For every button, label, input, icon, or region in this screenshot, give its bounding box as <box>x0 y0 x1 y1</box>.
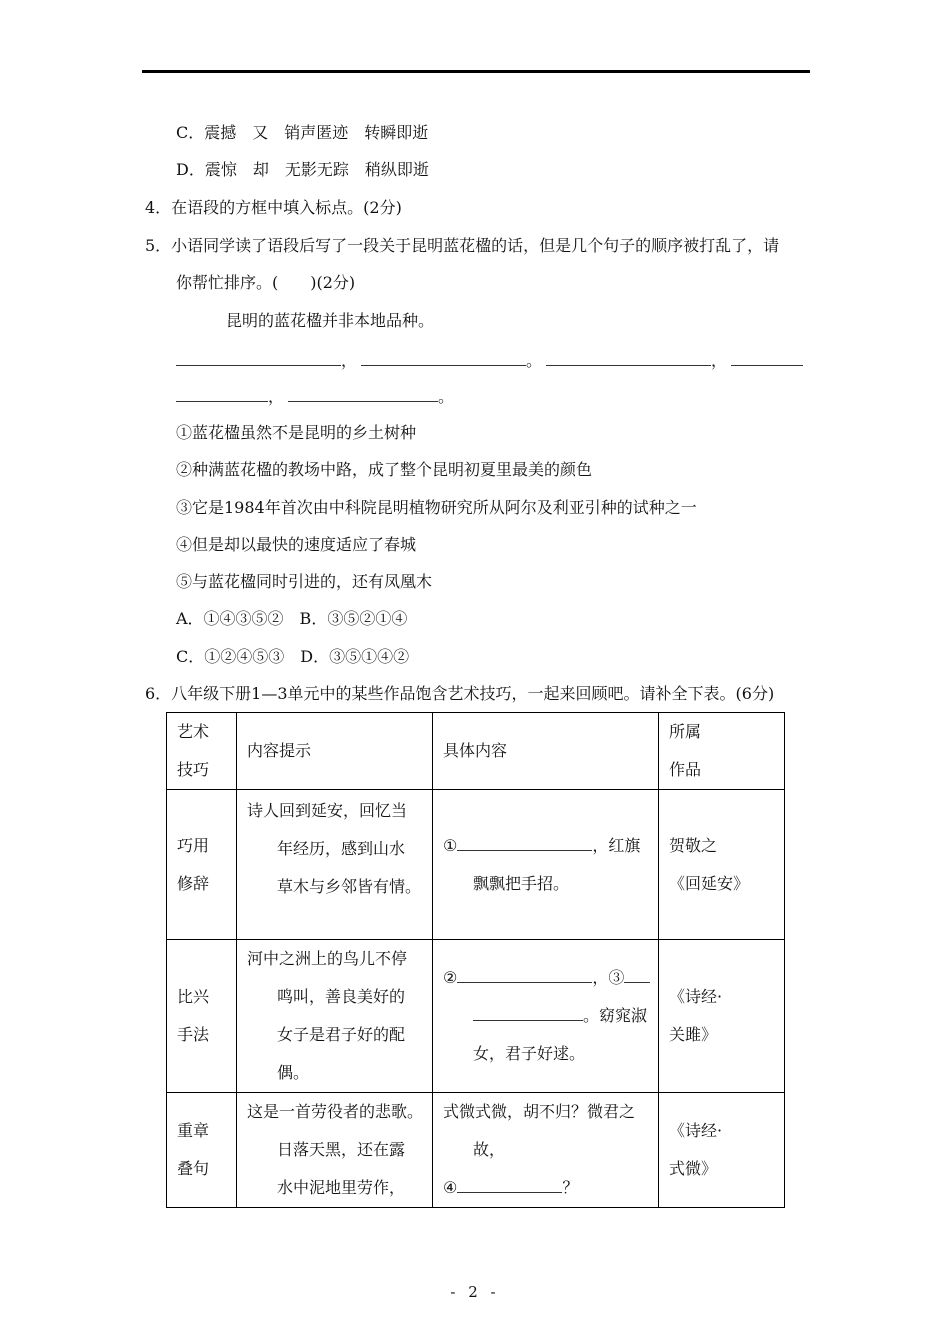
content-cell: ② ，③ 。窈窕淑 女，君子好逑。 <box>433 940 659 1093</box>
q3-option-d: D．震惊 却 无影无踪 稍纵即逝 <box>176 160 429 179</box>
answer-blanks-row2: ， 。 <box>176 386 454 408</box>
header-hint: 内容提示 <box>237 713 433 790</box>
work-cell: 《诗经· 式微》 <box>659 1093 785 1208</box>
answer-blank[interactable] <box>457 836 592 851</box>
art-techniques-table <box>166 712 785 1208</box>
table-row <box>167 790 785 940</box>
answer-blank[interactable] <box>288 387 438 402</box>
answer-blank[interactable] <box>546 351 711 366</box>
hint-cell: 诗人回到延安，回忆当 年经历，感到山水 草木与乡邻皆有情。 <box>237 790 433 940</box>
answer-blank[interactable] <box>176 387 268 402</box>
answer-blank[interactable] <box>176 351 341 366</box>
answer-blank[interactable] <box>473 1006 583 1021</box>
answer-blanks-row1: ， 。 ， <box>176 350 803 372</box>
q3-option-c: C．震撼 又 销声匿迹 转瞬即逝 <box>176 123 429 142</box>
work-cell: 《诗经· 关雎》 <box>659 940 785 1093</box>
sentence-item-1: ①蓝花楹虽然不是昆明的乡土树种 <box>176 423 417 442</box>
header-work: 所属 作品 <box>659 713 785 790</box>
hint-cell: 河中之洲上的鸟儿不停 鸣叫，善良美好的 女子是君子好的配 偶。 <box>237 940 433 1093</box>
header-rule <box>142 70 810 73</box>
question-5-line2: 你帮忙排序。( )(2分) <box>176 273 356 292</box>
technique-cell: 巧用 修辞 <box>167 790 237 940</box>
sentence-item-5: ⑤与蓝花楹同时引进的，还有凤凰木 <box>176 572 433 591</box>
answer-blank[interactable] <box>731 351 803 366</box>
q5-options-cd: C．①②④⑤③ D．③⑤①④② <box>176 647 410 666</box>
question-5-lead-sentence: 昆明的蓝花楹并非本地品种。 <box>226 311 435 330</box>
q5-options-ab: A．①④③⑤② B．③⑤②①④ <box>176 609 408 628</box>
header-technique: 艺术 技巧 <box>167 713 237 790</box>
question-6-prompt: 6．八年级下册1—3单元中的某些作品饱含艺术技巧，一起来回顾吧。请补全下表。(6分) <box>145 684 775 703</box>
content-cell: ① ，红旗 飘飘把手招。 <box>433 790 659 940</box>
answer-blank[interactable] <box>457 1178 562 1193</box>
question-4: 4．在语段的方框中填入标点。(2分) <box>145 198 402 217</box>
answer-blank[interactable] <box>624 968 650 983</box>
sentence-item-4: ④但是却以最快的速度适应了春城 <box>176 535 417 554</box>
hint-cell: 这是一首劳役者的悲歌。 日落天黑，还在露 水中泥地里劳作， <box>237 1093 433 1208</box>
sentence-item-3: ③它是1984年首次由中科院昆明植物研究所从阿尔及利亚引种的试种之一 <box>176 498 697 517</box>
table-row <box>167 940 785 1093</box>
header-content: 具体内容 <box>433 713 659 790</box>
content-cell: 式微式微，胡不归？微君之 故， ④ ？ <box>433 1093 659 1208</box>
answer-blank[interactable] <box>457 968 592 983</box>
table-row <box>167 1093 785 1208</box>
question-5-line1: 5．小语同学读了语段后写了一段关于昆明蓝花楹的话，但是几个句子的顺序被打乱了，请 <box>145 236 780 255</box>
table-header-row <box>167 713 785 790</box>
work-cell: 贺敬之 《回延安》 <box>659 790 785 940</box>
answer-blank[interactable] <box>361 351 526 366</box>
page-number: - 2 - <box>450 1283 500 1301</box>
sentence-item-2: ②种满蓝花楹的教场中路，成了整个昆明初夏里最美的颜色 <box>176 460 593 479</box>
technique-cell: 重章 叠句 <box>167 1093 237 1208</box>
technique-cell: 比兴 手法 <box>167 940 237 1093</box>
